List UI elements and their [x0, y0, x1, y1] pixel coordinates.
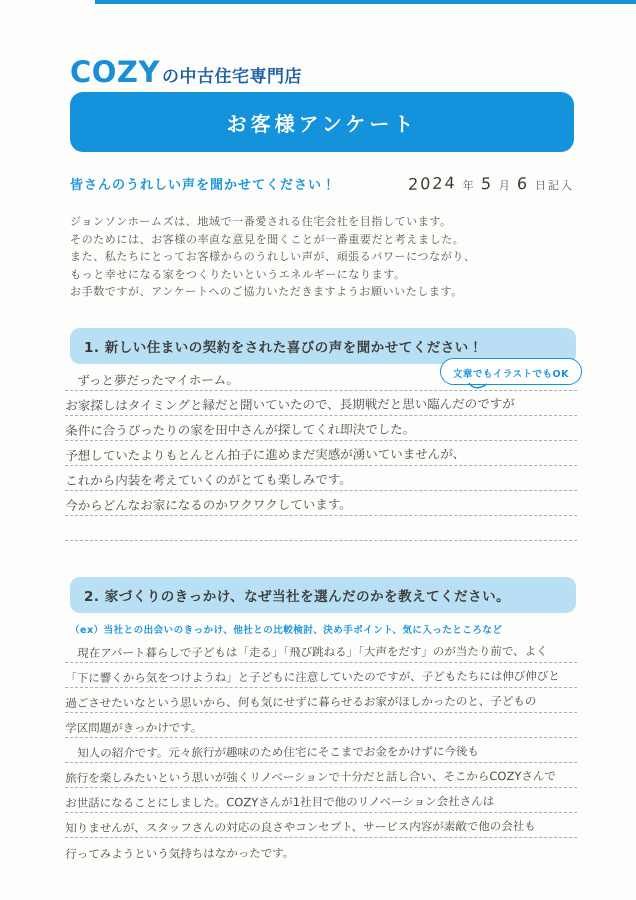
greeting-text: 皆さんのうれしい声を聞かせてください！: [70, 178, 337, 193]
handwritten-text: 予想していたよりもとんとん拍子に進めまだ実感が湧いていませんが、: [65, 445, 466, 463]
intro-line: ジョンソンホームズは、地域で一番愛される住宅会社を目指しています。: [70, 215, 452, 228]
question2-block: [70, 577, 576, 636]
answer-line: [65, 638, 577, 663]
date-month-handwritten: 5: [480, 173, 494, 194]
handwritten-text: 条件に合うぴったりの家を田中さんが探してくれ即決でした。: [65, 420, 416, 438]
answer-line: [65, 441, 577, 466]
handwritten-text: 旅行を楽しみたいという思いが強くリノベーションで十分だと話し合い、そこからCOZYさんで: [65, 768, 557, 785]
handwritten-text: 今からどんなお家になるのかワクワクしています。: [65, 496, 353, 513]
date-day-label: 日記入: [535, 179, 574, 192]
greeting-row: [70, 174, 574, 193]
intro-paragraph: [70, 213, 574, 301]
answer-line: [65, 688, 577, 713]
answer-line: [65, 713, 577, 738]
entry-date: [408, 174, 574, 193]
handwritten-text: 行ってみようという気持ちはなかったです。: [65, 845, 295, 861]
answer-line: [65, 738, 577, 763]
answer-line: [65, 466, 577, 491]
question1-answer-area: [65, 366, 577, 541]
handwritten-text: ずっと夢だったマイホーム。: [77, 371, 240, 388]
speech-bubble-tail-icon: [467, 383, 489, 393]
question2-header: [70, 577, 576, 613]
handwritten-text: 過ごさせたいなという思いから、何も気にせずに暮らせるお家がほしかったのと、子どもの: [65, 693, 537, 710]
logo-tagline: の中古住宅専門店: [161, 67, 302, 87]
question2-title: 2. 家づくりのきっかけ、なぜ当社を選んだのかを教えてください。: [84, 588, 511, 605]
handwritten-text: 知りませんが、スタッフさんの対応の良さやコンセプト、サービス内容が素敵で他の会社も: [65, 818, 536, 835]
scan-edge-blue-strip: [95, 0, 636, 4]
intro-line: また、私たちにとってお客様からのうれしい声が、頑張るパワーにつながり、: [70, 250, 476, 263]
handwritten-text: お家探しはタイミングと縁だと聞いていたので、長期戦だと思い臨んだのですが: [65, 395, 516, 413]
intro-line: お手数ですが、アンケートへのご協力いただきますようお願いいたします。: [70, 285, 463, 298]
date-year-handwritten: 2024: [408, 173, 458, 194]
question2-answer-area: [65, 638, 577, 863]
handwritten-text: これから内装を考えていくのがとても楽しみです。: [65, 471, 353, 488]
answer-line: [65, 813, 577, 838]
answer-line: [65, 838, 577, 863]
answer-line-empty: [65, 516, 577, 541]
answer-line: [65, 491, 577, 516]
answer-line: [65, 788, 577, 813]
date-month-label: 月: [498, 179, 512, 192]
date-year-label: 年: [462, 179, 476, 192]
question1-note-bubble: [440, 358, 582, 385]
answer-line: [65, 391, 577, 416]
answer-line: [65, 663, 577, 688]
answer-line: [65, 416, 577, 441]
intro-line: そのためには、お客様の率直な意見を聞くことが一番重要だと考えました。: [70, 232, 465, 246]
handwritten-text: 現在アパート暮らしで子どもは「走る」「飛び跳ねる」「大声をだす」のが当たり前で、よく: [77, 643, 548, 660]
question2-hint: （ex）当社との出会いのきっかけ、他社との比較検討、決め手ポイント、気に入ったところなど: [70, 624, 503, 636]
handwritten-text: お世話になることにしました。COZYさんが1社目で他のリノベーション会社さんは: [65, 793, 495, 810]
question1-note-text: 文章でもイラストでもOK: [452, 368, 569, 380]
logo-cozy-wordmark: COZY: [70, 55, 160, 89]
company-logo: [70, 55, 574, 89]
survey-title-banner: [70, 92, 574, 152]
date-day-handwritten: 6: [516, 173, 530, 194]
handwritten-text: 学区問題がきっかけです。: [65, 719, 203, 735]
handwritten-text: 知人の紹介です。元々旅行が趣味のため住宅にそこまでお金をかけずに今後も: [77, 743, 480, 760]
answer-line: [65, 763, 577, 788]
question1-title: 1. 新しい住まいの契約をされた喜びの声を聞かせてください！: [84, 339, 483, 356]
survey-title: お客様アンケート: [226, 111, 418, 136]
intro-line: もっと幸せになる家をつくりたいというエネルギーになります。: [70, 267, 406, 281]
handwritten-text: 「下に響くから気をつけようね」と子どもに注意していたのですが、子どもたちには伸び伸びと: [65, 668, 560, 685]
